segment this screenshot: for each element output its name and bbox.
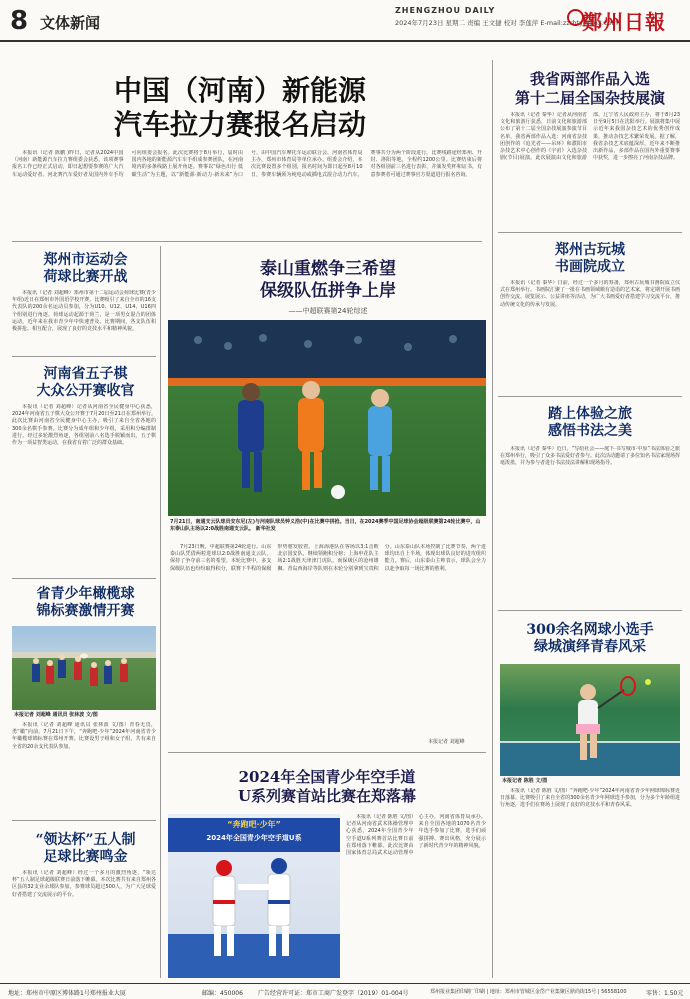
english-name: ZHENGZHOU DAILY [395, 6, 496, 15]
footer-printer: 郑州报业集团印刷厂印刷 | 地址：郑州市管城区金岱产业集聚区鼎尚街15号 | 56558100 [430, 989, 627, 995]
right-top-headline [500, 70, 680, 108]
right-top-headline-line2: 第十二届全国杂技展演 [514, 89, 665, 107]
section-title: 文体新闻 [40, 14, 101, 32]
right3-headline [500, 406, 680, 440]
bottom-center-body: 本报讯（记者 陈胜 文/图）记者从河南省武术体操管理中心获悉，2024年全国青少年空手道U系列赛首站比赛日前在郑州落下帷幕。此次比赛由国家体育总局武术运动管理中心主办，河南省体育局承办。来自全国各地的1070名青少年选手参加了比赛，选手们顽强拼搏、赛出风格，充分展示了新时代青少年的精神风貌。 [346, 814, 486, 857]
center-body: 7月23日晚，中超联赛第24轮进行。山东泰山队凭借两粒进球以2:0战胜南通支云队，保持了争夺前三名的希望。本轮比赛中，多支保级队伍也纷纷取得积分，联赛下半程的保级形势愈发胶着。上海海港队在客场以3:1击败北京国安队，继续领跑积分榜；上海申花队主场2:1战胜天津津门虎队。而保级区的沧州雄狮、青岛西海岸等队则在本轮分别拿到宝贵积分。山东泰山队本场控制了比赛节奏，两个进球均出自上半场，体现出球队良好的进攻组织能力。赛后，山东泰山主帅表示，球队会全力以赴争取每一场比赛的胜利。 [170, 544, 486, 572]
right-top-headline-line1: 我省两部作品入选 [529, 70, 650, 88]
bottom-center-article [346, 814, 486, 978]
karate-banner-line1: “奔跑吧·少年” [227, 820, 281, 829]
left1-headline-line2: 荷球比赛开战 [43, 269, 128, 285]
center-article [170, 544, 486, 740]
divider [498, 396, 682, 397]
lead-headline-line1: 中国（河南）新能源 [113, 74, 366, 107]
footer-license: 广告经营许可证：郑市工商广发登字（2019）01-004号 [258, 990, 409, 997]
divider [168, 752, 486, 753]
left3-body: 本报讯（记者 刘超峰 通讯员 张林波 文/图）青春无畏，勇“橄”向前。7月21日下午，“奔跑吧·少年”2024年河南省青少年橄榄球锦标赛在郑州开赛。比赛设男子组和女子组，共有来自全省的20余支代表队参加。 [12, 722, 156, 750]
lead-body: 本报讯（记者 陈鹏 )昨日，记者从2024中国（河南）新能源汽车拉力赛组委会获悉，该项赛事报名工作已经正式启动，即日起想要参赛的广大汽车运动爱好者、河北赛汽车爱好者及国内外车手均可向组委会报名。此次比赛将于8月举行，届时由国内各地的新能源汽车车手组成参赛团队，在河南境内的多条线路上展开角逐。赛事以“绿色出行 低碳生活”为主题，以“新能源·新动力·新未来”为口号，由中国汽车摩托车运动联合会、河南省体育局主办，郑州市体育局等单位承办。组委会介绍，本次比赛设置多个组别，报名时间为即日起至8月10日，参赛车辆须为纯电动或插电式混合动力汽车。赛事共分为两个阶段进行，比赛线路途经郑州、开封、洛阳等地，全程约1200公里。比赛结束后将对各组别前三名进行表彰，并颁发奖杯和证书。有意参赛者可通过赛事官方渠道进行报名咨询。 [12, 150, 482, 178]
lead-headline [60, 74, 420, 142]
right3-article [500, 446, 680, 606]
rugby-caption: 本报记者 刘超峰 通讯员 张林波 文/图 [14, 712, 98, 718]
right3-body: 本报讯（记者 秦华）近日，“写给社会——庭下·书写城市·中原”书法体验之旅在郑州举行，吸引了众多书法爱好者参与。此次活动邀请了多位知名书法家现场挥毫泼墨，并为参与者进行书法技法讲解和现场指导。 [500, 446, 680, 467]
tennis-caption: 本报记者 陈胜 文/图 [502, 778, 548, 784]
rugby-players-illustration [12, 626, 156, 710]
divider [12, 820, 156, 821]
divider [12, 241, 482, 242]
center-headline [170, 258, 486, 302]
divider [498, 610, 682, 611]
left4-article [12, 870, 156, 978]
right-top-article [500, 112, 680, 230]
tennis-photo [500, 664, 680, 776]
right4-headline-line2: 绿城演绎青春风采 [534, 639, 646, 655]
left2-headline [18, 366, 153, 400]
dateline: 2024年7月23日 星期二 责编 王文捷 校对 李莲萍 E-mail:zzrbty@163.com [395, 19, 618, 27]
left4-headline-line2: 足球比赛鸣金 [43, 849, 128, 865]
footer-price: 零售：1.50元 [646, 990, 684, 997]
football-photo [168, 320, 486, 516]
footer-postcode: 邮编：450006 [202, 990, 243, 997]
footer-address: 地址：郑州市中原区博体路1号郑州报业大厦 [8, 990, 126, 997]
left4-headline-line1: “领达杯”五人制 [35, 832, 136, 848]
divider [12, 578, 156, 579]
tennis-player-illustration [500, 664, 680, 776]
newspaper-logo: 鄭州日報 [582, 10, 666, 34]
bottom-center-headline-line1: 2024年全国青少年空手道 [238, 768, 416, 786]
left1-headline-line1: 郑州市运动会 [43, 252, 128, 268]
left3-headline [18, 586, 153, 620]
left1-headline [18, 252, 153, 286]
left3-headline-line2: 锦标赛激情开赛 [36, 603, 135, 619]
left2-headline-line1: 河南省五子棋 [43, 366, 128, 382]
right3-headline-line2: 感悟书法之美 [548, 423, 632, 439]
football-players-illustration [168, 320, 486, 516]
right3-headline-line1: 踏上体验之旅 [548, 406, 632, 422]
karate-athletes-illustration [168, 814, 340, 978]
right2-body: 本报讯（记者 秦华）日前，经过一个多月的筹备，郑州古玩城书画院成立仪式在郑州举行。书画院汇聚了一批在书画领域颇有造诣的艺术家，将定期开展书画创作交流、展览展示、公益讲座等活动，为广大书画爱好者搭建学习交流平台，推动传统文化的传承与发展。 [500, 280, 680, 308]
right4-headline [500, 622, 680, 656]
left2-headline-line2: 大众公开赛收官 [36, 383, 135, 399]
left1-article [12, 290, 156, 352]
right4-body: 本报讯（记者 陈胜 文/图）“奔跑吧·少年”2024年河南省青少年网球锦标赛近日落幕。比赛吸引了来自全省的300余名青少年网球选手参加，分为多个年龄组进行角逐，选手们在赛场上展现了良好的竞技水平和青春风采。 [500, 788, 680, 809]
right4-headline-line1: 300余名网球小选手 [526, 622, 654, 638]
left3-article [12, 722, 156, 816]
page-number: 8 [10, 6, 29, 36]
column-divider-right [492, 60, 493, 978]
left3-headline-line1: 省青少年橄榄球 [36, 586, 135, 602]
karate-banner-line2: 2024年全国青少年空手道U系 [206, 834, 302, 842]
left2-article [12, 404, 156, 574]
center-author: 本报记者 刘超峰 [428, 739, 465, 745]
right2-article [500, 280, 680, 392]
center-subtitle: ——中超联赛第24轮综述 [288, 307, 368, 315]
right2-headline-line2: 书画院成立 [555, 259, 625, 275]
lead-headline-line2: 汽车拉力赛报名启动 [113, 108, 366, 141]
left4-headline [18, 832, 153, 866]
karate-photo [168, 814, 340, 978]
column-divider-left [160, 246, 161, 978]
right-top-body: 本报讯（记者 秦华）记者从河南省文化和旅游厅获悉，日前文化和旅游部公布了第十二届全国杂技展演参演节目名单，我省两部作品入选：河南省杂技团创作的《追光者——吊环》和濮阳市杂技艺术中心创作的《宇宙》入选杂技剧(节目)展演。此次展演由文化和旅游部、辽宁省人民政府主办，将于8月23日至9月5日在沈阳举行。展演将集中展示近年来我国杂技艺术的优秀创作成果，推动杂技艺术繁荣发展。据了解，我省杂技艺术底蕴深厚，近年来不断推出新作品，多部作品在国内外重要赛事中获奖，进一步擦亮了河南杂技品牌。 [500, 112, 680, 162]
left2-body: 本报讯（记者 刘超峰）记者从河南省全民健身中心获悉，2024年河南省五子棋大众公开赛于7月20日至21日在郑州举行。此次比赛由河南省全民健身中心主办，吸引了来自全省各地的300余名棋手参赛。比赛分为成年组和少年组，采用积分编排制进行。经过多轮激烈角逐，各组别前八名选手脱颖而出。五子棋作为一项益智类运动，在我省有着广泛的群众基础。 [12, 404, 156, 447]
center-headline-line1: 泰山重燃争三希望 [260, 259, 396, 279]
football-caption: 7月21日，南通支云队球员安东尼(左)与河南队球员钟义浩(中)在比赛中拼抢。当日，在2024赛季中国足球协会超级联赛第24轮比赛中，山东泰山队主场以2:0战胜南通支云队。 新华社发 [170, 519, 481, 532]
center-headline-line2: 保级队伍拼争上岸 [260, 281, 396, 301]
left4-body: 本报讯（记者 刘超峰）经过一个多月的激烈角逐，“领达杯”五人制足球超级联赛日前落下帷幕。本次比赛共有来自郑州各区县的32支业余球队参加，参赛球员超过500人，为广大足球爱好者搭建了交流展示的平台。 [12, 870, 156, 898]
divider [12, 356, 156, 357]
footer [0, 983, 690, 999]
bottom-center-headline-line2: U系列赛首站比赛在郑落幕 [237, 787, 417, 805]
rugby-photo [12, 626, 156, 710]
divider [498, 232, 682, 233]
lead-article [12, 150, 482, 236]
right4-article [500, 788, 680, 978]
right2-headline [500, 242, 680, 276]
right2-headline-line1: 郑州古玩城 [555, 242, 625, 258]
left1-body: 本报讯（记者 刘超峰）郑州市第十二届运动会荷球比赛(青少年组)近日在郑州市外国语学校开赛。比赛吸引了来自全市的16支代表队的200余名运动员参加，分为U10、U12、U14、U16四个组别进行角逐。荷球运动起源于荷兰，是一项男女混合的团体运动，近年来在我市青少年中快速普及。比赛期间，各支队伍积极拼抢、相互配合，展现了良好的竞技水平和精神风貌。 [12, 290, 156, 333]
bottom-center-headline [168, 768, 486, 806]
